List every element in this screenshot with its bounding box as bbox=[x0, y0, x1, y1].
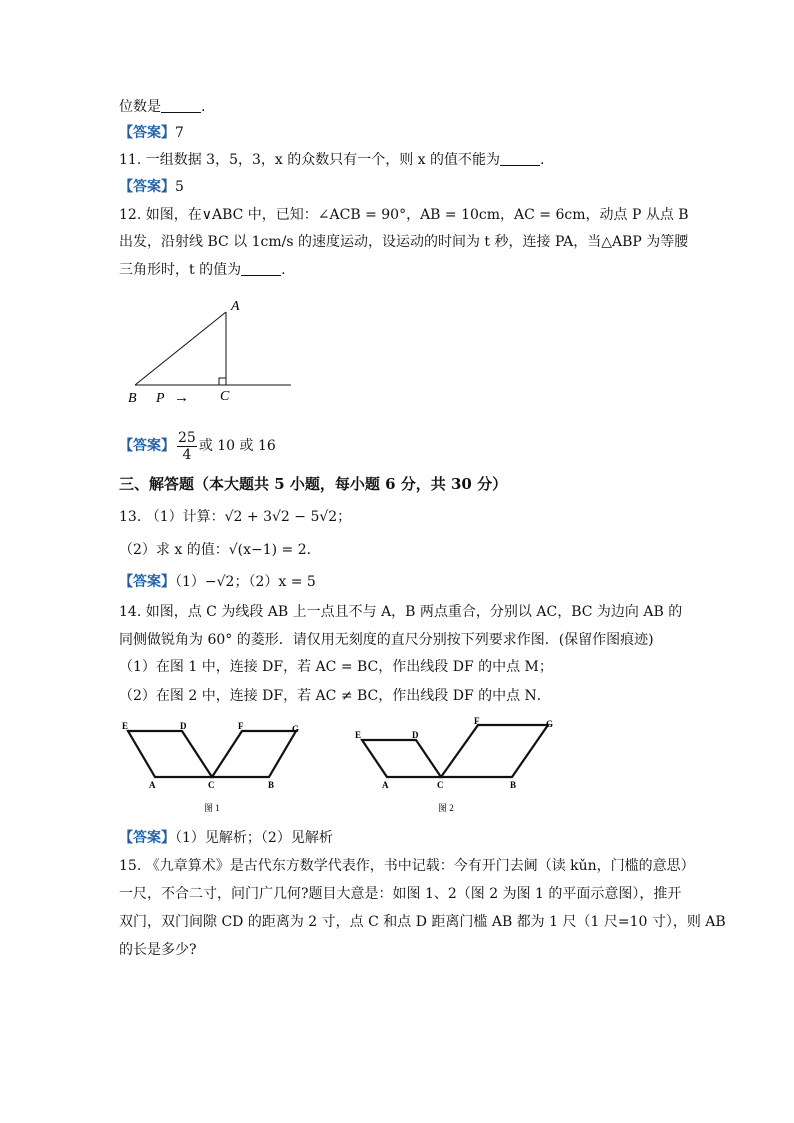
fig1-label-b: B bbox=[268, 780, 275, 790]
answer-blank bbox=[241, 261, 281, 276]
answer-blank bbox=[500, 151, 540, 166]
q14-figure-2 bbox=[350, 716, 560, 821]
q15-line2: 一尺，不合二寸，问门广几何?题目大意是：如图 1、2（图 2 为图 1 的平面示意图），推开 bbox=[119, 886, 682, 902]
fig1-label-c: C bbox=[208, 780, 215, 790]
fig2-label-d: D bbox=[412, 730, 419, 740]
label-p: P bbox=[156, 391, 165, 406]
q12-triangle-figure bbox=[120, 295, 300, 410]
q11-answer: 【答案】5 bbox=[119, 179, 184, 195]
q12-line1: 12. 如图，在∨ABC 中，已知：∠ACB = 90°，AB = 10cm，AC = 6cm，动点 P 从点 B bbox=[119, 207, 689, 223]
q10-answer: 【答案】7 bbox=[119, 125, 184, 141]
label-c: C bbox=[220, 389, 230, 404]
q14-line3: （1）在图 1 中，连接 DF，若 AC = BC，作出线段 DF 的中点 M； bbox=[119, 659, 553, 675]
q15-line1: 15. 《九章算术》是古代东方数学代表作，书中记载：今有开门去阃（读 kǔn，门槛的意思） bbox=[119, 858, 695, 874]
fig2-label-a: A bbox=[382, 780, 389, 790]
q10-text: 位数是 . bbox=[119, 99, 206, 115]
label-a: A bbox=[231, 299, 240, 314]
q11-text: 11. 一组数据 3，5，3，x 的众数只有一个，则 x 的值不能为 . bbox=[119, 152, 545, 168]
fig2-caption: 图 2 bbox=[438, 803, 454, 813]
q12-line3: 三角形时，t 的值为 . bbox=[119, 262, 286, 278]
fig1-label-a: A bbox=[149, 780, 156, 790]
q15-line4: 的长是多少? bbox=[119, 942, 197, 958]
fig1-caption: 图 1 bbox=[204, 803, 220, 813]
fig1-label-f: F bbox=[238, 721, 244, 731]
section-title: 三、解答题（本大题共 5 小题，每小题 6 分，共 30 分） bbox=[119, 475, 508, 493]
q14-line2: 同侧做锐角为 60° 的菱形．请仅用无刻度的直尺分别按下列要求作图．(保留作图痕迹) bbox=[119, 632, 654, 648]
label-b: B bbox=[128, 391, 137, 406]
q14-line1: 14. 如图，点 C 为线段 AB 上一点且不与 A，B 两点重合，分别以 AC，BC 为边向 AB 的 bbox=[119, 604, 683, 620]
fig1-label-e: E bbox=[122, 721, 129, 731]
fig1-label-g: G bbox=[292, 724, 300, 734]
q15-line3: 双门，双门间隙 CD 的距离为 2 寸，点 C 和点 D 距离门槛 AB 都为 1 尺（1 尺=10 寸），则 AB bbox=[119, 914, 726, 930]
fig2-label-f: F bbox=[474, 716, 480, 726]
q13-part2: （2）求 x 的值：√(x−1) = 2． bbox=[119, 542, 321, 558]
q13-answer: 【答案】（1）−√2；（2）x = 5 bbox=[119, 574, 316, 590]
fig2-label-e: E bbox=[355, 730, 362, 740]
fig2-label-g: G bbox=[546, 719, 554, 729]
q12-line2: 出发，沿射线 BC 以 1cm/s 的速度运动，设运动的时间为 t 秒，连接 PA，当△ABP 为等腰 bbox=[119, 234, 689, 250]
q14-figure-1 bbox=[118, 716, 318, 821]
fig1-label-d: D bbox=[180, 721, 187, 731]
q14-answer: 【答案】（1）见解析；（2）见解析 bbox=[119, 830, 333, 846]
fig2-label-b: B bbox=[510, 780, 517, 790]
q14-line4: （2）在图 2 中，连接 DF，若 AC ≠ BC，作出线段 DF 的中点 N． bbox=[119, 688, 551, 704]
fig2-label-c: C bbox=[437, 780, 444, 790]
answer-blank bbox=[161, 98, 201, 113]
fraction: $\frac{25}{4}$ bbox=[178, 429, 196, 463]
q13-part1: 13. （1）计算：√2 + 3√2 − 5√2； bbox=[119, 509, 352, 525]
arrow-right-icon: → bbox=[174, 390, 189, 406]
q12-answer: 【答案】 $\frac{25}{4}$ 或 10 或 16 bbox=[119, 429, 276, 463]
